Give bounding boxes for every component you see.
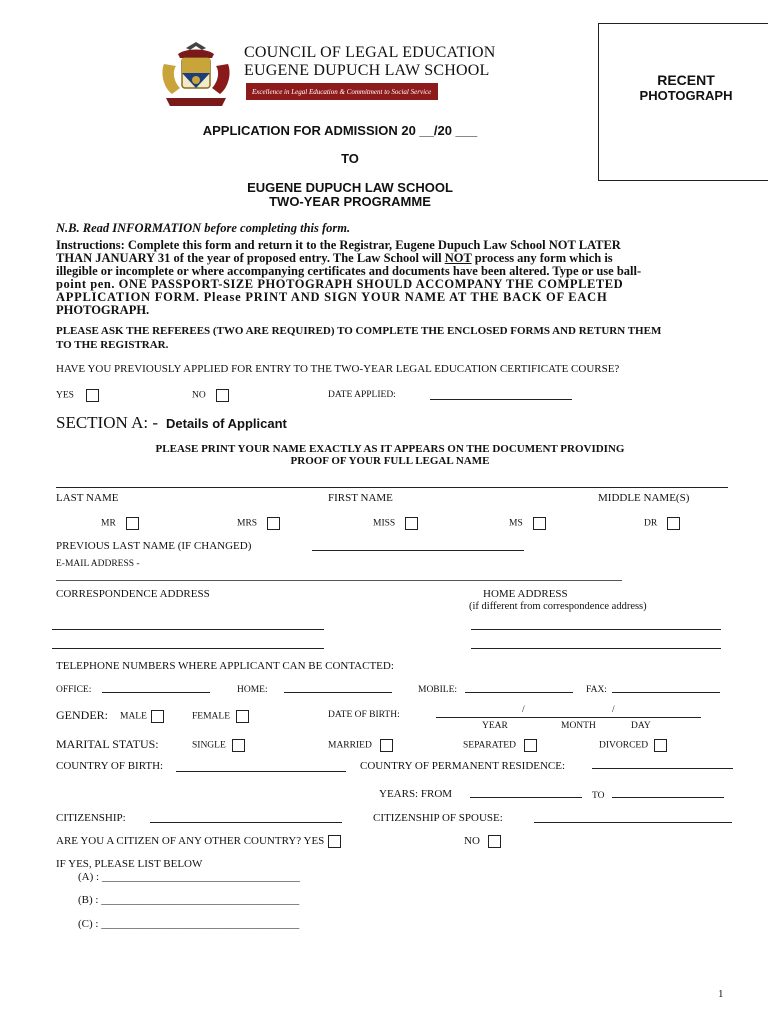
- crest-logo: [156, 40, 236, 112]
- previous-yes: [56, 389, 99, 402]
- print-instruction-1: PLEASE PRINT YOUR NAME EXACTLY AS IT APPEARS ON THE DOCUMENT PROVIDING: [155, 443, 625, 455]
- dr-checkbox[interactable]: [667, 517, 680, 530]
- instructions: [56, 239, 724, 317]
- photo-label-photograph: PHOTOGRAPH: [639, 88, 733, 103]
- separated-label: SEPARATED: [463, 740, 516, 751]
- nb-note: [56, 221, 350, 236]
- office-phone-field[interactable]: [102, 692, 210, 693]
- motto-text: Excellence in Legal Education & Commitment to Social Service: [252, 88, 432, 96]
- gender-male: [120, 710, 164, 723]
- female-label: FEMALE: [192, 711, 230, 722]
- gender-label: GENDER:: [56, 708, 108, 722]
- title-dr: [644, 517, 680, 530]
- miss-checkbox[interactable]: [405, 517, 418, 530]
- married-label: MARRIED: [328, 740, 372, 751]
- ms-label: MS: [509, 518, 523, 529]
- divorced-label: DIVORCED: [599, 740, 649, 751]
- years-to-field[interactable]: [612, 797, 724, 798]
- home-address-line-2[interactable]: [471, 648, 721, 649]
- previous-yes-checkbox[interactable]: [86, 389, 99, 402]
- country-residence-field[interactable]: [592, 768, 733, 769]
- other-country-label: ARE YOU A CITIZEN OF ANY OTHER COUNTRY? YES: [56, 835, 325, 848]
- separated-checkbox[interactable]: [524, 739, 537, 752]
- other-country-no-label: NO: [464, 835, 480, 848]
- male-checkbox[interactable]: [151, 710, 164, 723]
- corr-address-line-1[interactable]: [52, 629, 324, 630]
- telephone-label: TELEPHONE NUMBERS WHERE APPLICANT CAN BE CONTACTED:: [56, 660, 394, 672]
- country-birth-field[interactable]: [176, 771, 346, 772]
- if-yes-label: IF YES, PLEASE LIST BELOW: [56, 858, 203, 870]
- email-field[interactable]: [56, 580, 622, 581]
- previous-no: [192, 389, 229, 402]
- dob-month-label: MONTH: [561, 721, 596, 731]
- marital-divorced: [599, 739, 667, 752]
- home-address-note: (if different from correspondence address): [469, 601, 647, 612]
- single-label: SINGLE: [192, 740, 226, 751]
- previous-question: HAVE YOU PREVIOUSLY APPLIED FOR ENTRY TO THE TWO-YEAR LEGAL EDUCATION CERTIFICATE COURSE?: [56, 363, 620, 375]
- years-to-label: TO: [592, 791, 605, 801]
- nb-prefix: N.B. Read: [56, 221, 113, 235]
- corr-address-line-2[interactable]: [52, 648, 324, 649]
- marital-separated: [463, 739, 537, 752]
- mrs-label: MRS: [237, 518, 258, 529]
- title-to: TO: [341, 151, 359, 166]
- dob-slash-2: /: [612, 705, 615, 715]
- citizenship-label: CITIZENSHIP:: [56, 812, 126, 824]
- office-label: OFFICE:: [56, 685, 92, 695]
- referees-line-2: TO THE REGISTRAR.: [56, 339, 169, 351]
- photo-label-recent: RECENT: [657, 72, 715, 88]
- mobile-phone-field[interactable]: [465, 692, 573, 693]
- nb-suffix: before completing this form.: [201, 221, 351, 235]
- referees-line-1: PLEASE ASK THE REFEREES (TWO ARE REQUIRED) TO COMPLETE THE ENCLOSED FORMS AND RETURN THEM: [56, 325, 662, 337]
- dob-label: DATE OF BIRTH:: [328, 710, 400, 720]
- instr-line-1: Instructions: Complete this form and return it to the Registrar, Eugene Dupuch Law School NOT LATER: [56, 238, 621, 252]
- marital-married: [328, 739, 393, 752]
- date-applied-label: DATE APPLIED:: [328, 390, 396, 400]
- mobile-label: MOBILE:: [418, 685, 458, 695]
- prev-last-name-field[interactable]: [312, 550, 524, 551]
- other-country-no: [464, 835, 501, 848]
- motto-banner: [246, 83, 438, 100]
- citizenship-spouse-label: CITIZENSHIP OF SPOUSE:: [373, 812, 503, 824]
- instr-not: NOT: [444, 251, 472, 265]
- instr-line-6: PHOTOGRAPH.: [56, 303, 150, 317]
- country-residence-label: COUNTRY OF PERMANENT RESIDENCE:: [360, 760, 566, 772]
- name-field-line[interactable]: [56, 487, 728, 488]
- dob-day-label: DAY: [631, 721, 651, 731]
- title-programme: TWO-YEAR PROGRAMME: [269, 194, 431, 209]
- first-name-label: FIRST NAME: [328, 492, 393, 504]
- nb-information: INFORMATION: [112, 221, 202, 235]
- instr-line-3: illegible or incomplete or where accompanying certificates and documents have been altered. Type or use ball-: [56, 264, 642, 278]
- middle-names-label: MIDDLE NAME(S): [598, 492, 690, 504]
- mr-label: MR: [101, 518, 116, 529]
- other-country-question: [56, 835, 341, 848]
- other-country-no-checkbox[interactable]: [488, 835, 501, 848]
- yes-label: YES: [56, 390, 74, 401]
- marital-single: [192, 739, 245, 752]
- section-a-heading: [56, 413, 287, 433]
- years-from-field[interactable]: [470, 797, 582, 798]
- mrs-checkbox[interactable]: [267, 517, 280, 530]
- home-address-label: HOME ADDRESS: [483, 588, 568, 600]
- title-mr: [101, 517, 139, 530]
- country-birth-label: COUNTRY OF BIRTH:: [56, 760, 164, 772]
- last-name-label: LAST NAME: [56, 492, 119, 504]
- previous-no-checkbox[interactable]: [216, 389, 229, 402]
- citizenship-spouse-field[interactable]: [534, 822, 732, 823]
- miss-label: MISS: [373, 518, 396, 529]
- section-a-title: SECTION A: -: [56, 413, 158, 432]
- mr-checkbox[interactable]: [126, 517, 139, 530]
- home-address-line-1[interactable]: [471, 629, 721, 630]
- fax-field[interactable]: [612, 692, 720, 693]
- dob-year-label: YEAR: [482, 721, 508, 731]
- home-phone-field[interactable]: [284, 692, 392, 693]
- marital-label: MARITAL STATUS:: [56, 737, 159, 751]
- title-school: EUGENE DUPUCH LAW SCHOOL: [247, 180, 453, 195]
- print-instruction-2: PROOF OF YOUR FULL LEGAL NAME: [290, 455, 490, 467]
- page-number: 1: [718, 988, 724, 1000]
- male-label: MALE: [120, 711, 147, 722]
- dr-label: DR: [644, 518, 658, 529]
- org-name-line2: EUGENE DUPUCH LAW SCHOOL: [244, 62, 490, 79]
- divorced-checkbox[interactable]: [654, 739, 667, 752]
- home-phone-label: HOME:: [237, 685, 268, 695]
- single-checkbox[interactable]: [232, 739, 245, 752]
- instr-line-5: APPLICATION FORM. Please PRINT AND SIGN YOUR NAME AT THE BACK OF EACH: [56, 290, 608, 304]
- title-ms: [509, 517, 546, 530]
- instr-line-2b: process any form which is: [471, 251, 613, 265]
- female-checkbox[interactable]: [236, 710, 249, 723]
- citizenship-field[interactable]: [150, 822, 342, 823]
- years-from-label: YEARS: FROM: [379, 788, 453, 800]
- section-a-subtitle: Details of Applicant: [166, 416, 287, 431]
- dob-slash-1: /: [522, 705, 525, 715]
- title-miss: [373, 517, 418, 530]
- ms-checkbox[interactable]: [533, 517, 546, 530]
- date-applied-field[interactable]: [430, 399, 572, 400]
- married-checkbox[interactable]: [380, 739, 393, 752]
- org-name-line1: COUNCIL OF LEGAL EDUCATION: [244, 44, 496, 61]
- instr-line-4: point pen. ONE PASSPORT-SIZE PHOTOGRAPH SHOULD ACCOMPANY THE COMPLETED: [56, 277, 624, 291]
- list-item-c[interactable]: (C) : ____________________________________: [78, 918, 300, 930]
- corr-address-label: CORRESPONDENCE ADDRESS: [56, 588, 210, 600]
- list-item-b[interactable]: (B) : ____________________________________: [78, 894, 300, 906]
- other-country-yes-checkbox[interactable]: [328, 835, 341, 848]
- dob-field[interactable]: [436, 717, 701, 718]
- title-application: APPLICATION FOR ADMISSION 20 __/20 ___: [202, 123, 478, 138]
- gender-female: [192, 710, 249, 723]
- no-label: NO: [192, 390, 206, 401]
- title-mrs: [237, 517, 280, 530]
- list-item-a[interactable]: (A) : ____________________________________: [78, 871, 300, 883]
- fax-label: FAX:: [586, 685, 607, 695]
- prev-last-name-label: PREVIOUS LAST NAME (IF CHANGED): [56, 540, 252, 552]
- instr-line-2a: THAN JANUARY 31 of the year of proposed entry. The Law School will: [56, 251, 445, 265]
- email-label: E-MAIL ADDRESS -: [56, 559, 140, 569]
